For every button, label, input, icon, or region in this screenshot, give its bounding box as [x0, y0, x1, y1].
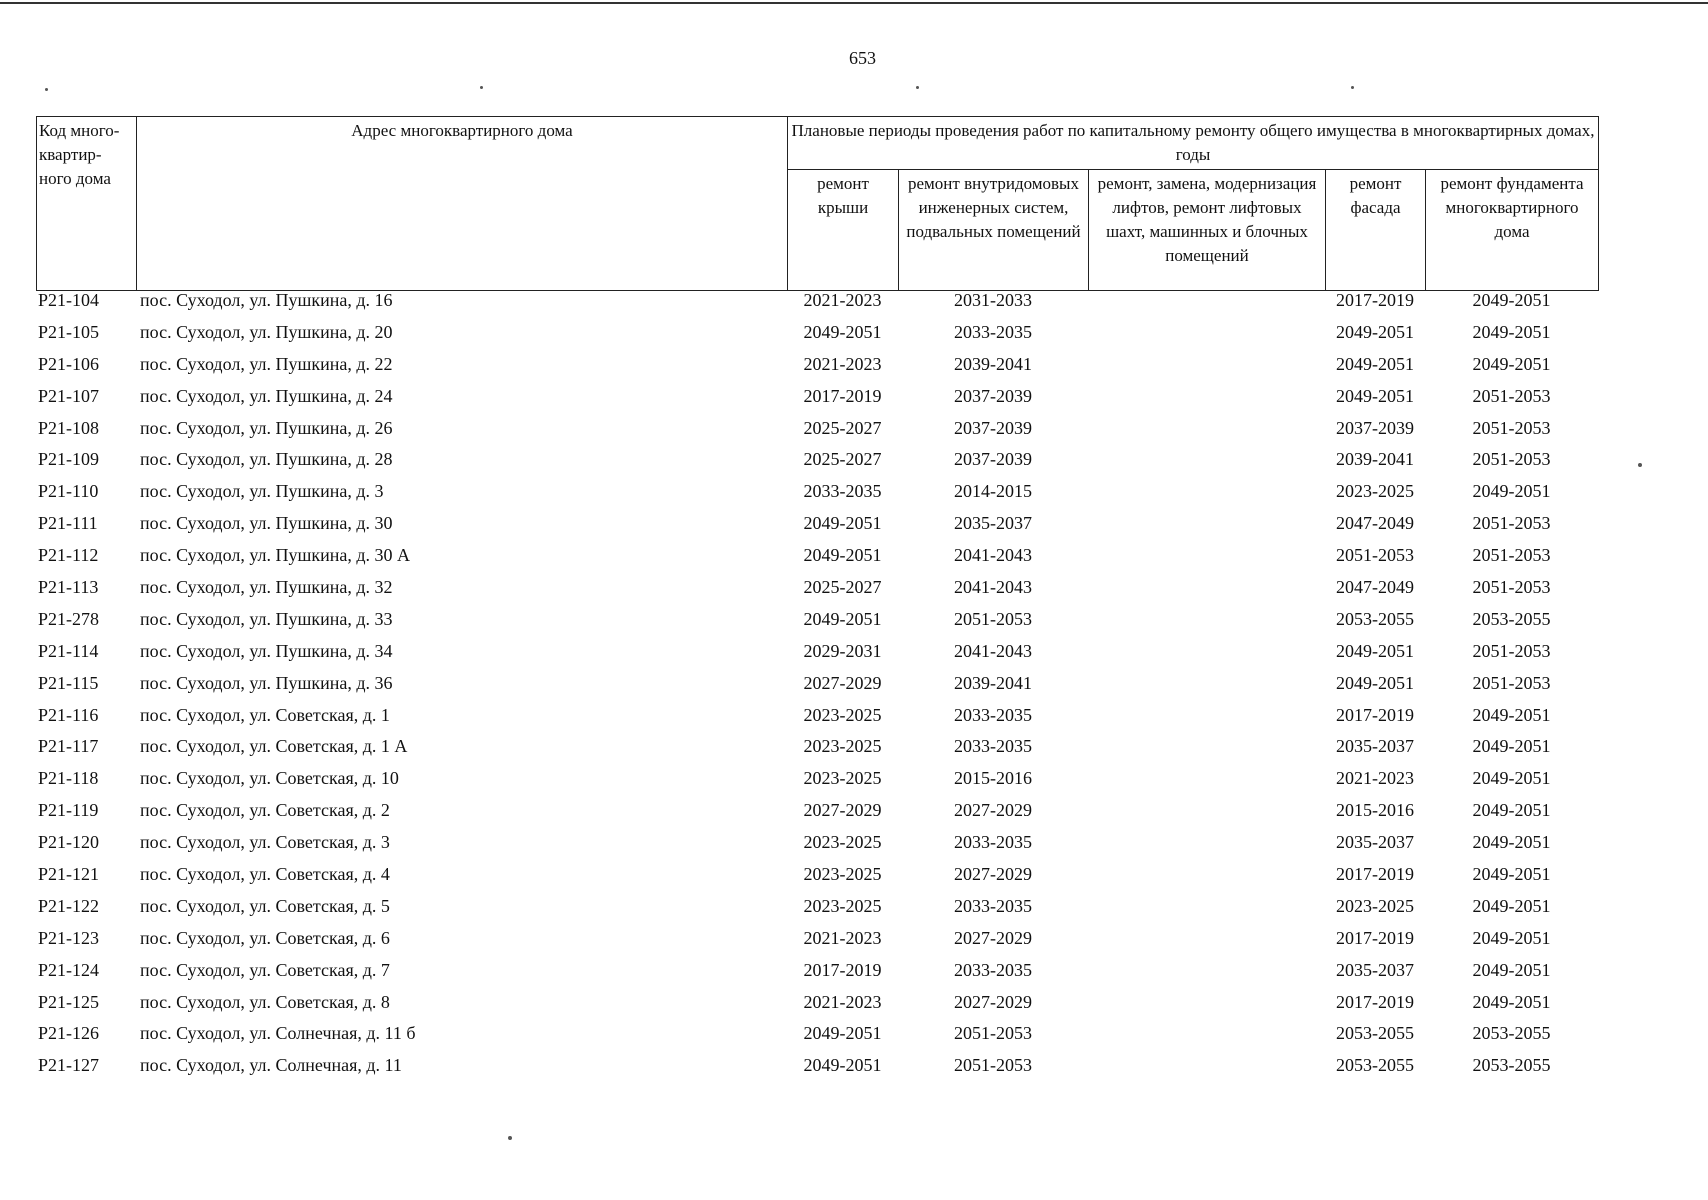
- cell-elevators: [1088, 1023, 1325, 1055]
- cell-elevators: [1088, 896, 1325, 928]
- top-rule: [0, 2, 1708, 4]
- cell-foundation: 2049-2051: [1472, 353, 1551, 374]
- table-row: [36, 896, 1598, 928]
- cell-address: пос. Суходол, ул. Пушкина, д. 32: [140, 577, 393, 598]
- cell-foundation: 2049-2051: [1472, 895, 1551, 916]
- cell-address: пос. Суходол, ул. Пушкина, д. 30: [140, 513, 393, 534]
- cell-foundation: 2053-2055: [1472, 608, 1551, 629]
- header-roof: ремонт крыши: [788, 170, 899, 291]
- cell-foundation: 2049-2051: [1472, 800, 1551, 821]
- cell-code: Р21-123: [38, 927, 100, 948]
- cell-facade: 2017-2019: [1336, 704, 1414, 725]
- cell-engineering: 2035-2037: [954, 513, 1032, 534]
- cell-elevators: [1088, 992, 1325, 1024]
- cell-address: пос. Суходол, ул. Пушкина, д. 34: [140, 640, 393, 661]
- header-code: Код много-квартир-ного дома: [37, 117, 137, 291]
- cell-address: пос. Суходол, ул. Пушкина, д. 3: [140, 481, 384, 502]
- cell-elevators: [1088, 449, 1325, 481]
- cell-address: пос. Суходол, ул. Советская, д. 6: [140, 927, 390, 948]
- cell-code: Р21-121: [38, 864, 100, 885]
- cell-address: пос. Суходол, ул. Советская, д. 8: [140, 991, 390, 1012]
- table-row: [36, 513, 1598, 545]
- cell-foundation: 2051-2053: [1472, 640, 1551, 661]
- cell-engineering: 2037-2039: [954, 417, 1032, 438]
- header-foundation: ремонт фундамента многоквартирного дома: [1426, 170, 1599, 291]
- cell-foundation: 2053-2055: [1472, 1023, 1551, 1044]
- cell-elevators: [1088, 322, 1325, 354]
- table-row: [36, 322, 1598, 354]
- cell-elevators: [1088, 354, 1325, 386]
- cell-engineering: 2027-2029: [954, 991, 1032, 1012]
- cell-code: Р21-104: [38, 290, 100, 310]
- cell-roof: 2033-2035: [803, 481, 882, 502]
- cell-address: пос. Суходол, ул. Пушкина, д. 33: [140, 608, 393, 629]
- scan-speck: [1638, 463, 1642, 467]
- cell-engineering: 2033-2035: [954, 704, 1032, 725]
- scan-speck: [480, 86, 483, 89]
- cell-elevators: [1088, 641, 1325, 673]
- cell-facade: 2051-2053: [1336, 545, 1414, 566]
- cell-code: Р21-278: [38, 608, 100, 629]
- cell-roof: 2025-2027: [803, 577, 882, 598]
- header-engineering: ремонт внутридомовых инженерных систем, подвальных помещений: [899, 170, 1089, 291]
- cell-engineering: 2051-2053: [954, 1055, 1032, 1076]
- cell-engineering: 2027-2029: [954, 927, 1032, 948]
- table-row: [36, 864, 1598, 896]
- cell-foundation: 2051-2053: [1472, 513, 1551, 534]
- cell-engineering: 2027-2029: [954, 800, 1032, 821]
- cell-engineering: 2037-2039: [954, 385, 1032, 406]
- cell-code: Р21-108: [38, 417, 100, 438]
- cell-address: пос. Суходол, ул. Советская, д. 2: [140, 800, 390, 821]
- cell-elevators: [1088, 673, 1325, 705]
- cell-foundation: 2049-2051: [1472, 481, 1551, 502]
- cell-elevators: [1088, 960, 1325, 992]
- cell-engineering: 2027-2029: [954, 864, 1032, 885]
- cell-elevators: [1088, 800, 1325, 832]
- cell-elevators: [1088, 832, 1325, 864]
- cell-code: Р21-122: [38, 895, 100, 916]
- cell-roof: 2023-2025: [803, 736, 882, 757]
- cell-code: Р21-107: [38, 385, 100, 406]
- cell-roof: 2049-2051: [803, 545, 882, 566]
- cell-address: пос. Суходол, ул. Советская, д. 1 А: [140, 736, 408, 757]
- cell-code: Р21-119: [38, 800, 99, 821]
- cell-code: Р21-120: [38, 832, 100, 853]
- cell-facade: 2049-2051: [1336, 640, 1414, 661]
- cell-code: Р21-105: [38, 321, 100, 342]
- cell-facade: 2035-2037: [1336, 959, 1414, 980]
- cell-roof: 2049-2051: [803, 321, 882, 342]
- cell-roof: 2027-2029: [803, 672, 882, 693]
- cell-facade: 2049-2051: [1336, 321, 1414, 342]
- cell-facade: 2053-2055: [1336, 1055, 1414, 1076]
- table-row: [36, 673, 1598, 705]
- cell-engineering: 2031-2033: [954, 290, 1032, 310]
- cell-code: Р21-126: [38, 1023, 100, 1044]
- page-number: 653: [849, 48, 876, 68]
- cell-facade: 2023-2025: [1336, 481, 1414, 502]
- cell-facade: 2023-2025: [1336, 895, 1414, 916]
- cell-foundation: 2049-2051: [1472, 959, 1551, 980]
- table-row: [36, 1023, 1598, 1055]
- cell-code: Р21-127: [38, 1055, 100, 1076]
- cell-address: пос. Суходол, ул. Пушкина, д. 24: [140, 385, 393, 406]
- cell-foundation: 2049-2051: [1472, 704, 1551, 725]
- scan-speck: [508, 1136, 512, 1140]
- cell-facade: 2035-2037: [1336, 736, 1414, 757]
- header-periods-group: Плановые периоды проведения работ по капитальному ремонту общего имущества в многоквартирных домах, годы: [788, 117, 1599, 170]
- cell-engineering: 2033-2035: [954, 321, 1032, 342]
- cell-roof: 2029-2031: [803, 640, 882, 661]
- cell-address: пос. Суходол, ул. Пушкина, д. 28: [140, 449, 393, 470]
- cell-facade: 2047-2049: [1336, 513, 1414, 534]
- cell-engineering: 2051-2053: [954, 1023, 1032, 1044]
- cell-address: пос. Суходол, ул. Солнечная, д. 11 б: [140, 1023, 416, 1044]
- cell-address: пос. Суходол, ул. Советская, д. 5: [140, 895, 390, 916]
- cell-roof: 2049-2051: [803, 1055, 882, 1076]
- cell-roof: 2023-2025: [803, 895, 882, 916]
- table-row: [36, 545, 1598, 577]
- cell-address: пос. Суходол, ул. Пушкина, д. 30 А: [140, 545, 411, 566]
- cell-elevators: [1088, 290, 1325, 322]
- cell-address: пос. Суходол, ул. Пушкина, д. 20: [140, 321, 393, 342]
- cell-elevators: [1088, 481, 1325, 513]
- cell-foundation: 2049-2051: [1472, 832, 1551, 853]
- cell-facade: 2049-2051: [1336, 672, 1414, 693]
- cell-elevators: [1088, 545, 1325, 577]
- cell-elevators: [1088, 418, 1325, 450]
- cell-elevators: [1088, 705, 1325, 737]
- cell-code: Р21-117: [38, 736, 99, 757]
- cell-code: Р21-109: [38, 449, 100, 470]
- cell-roof: 2027-2029: [803, 800, 882, 821]
- cell-roof: 2017-2019: [803, 385, 882, 406]
- cell-address: пос. Суходол, ул. Пушкина, д. 22: [140, 353, 393, 374]
- cell-code: Р21-114: [38, 640, 99, 661]
- table-row: [36, 641, 1598, 673]
- cell-roof: 2023-2025: [803, 704, 882, 725]
- cell-code: Р21-124: [38, 959, 100, 980]
- cell-elevators: [1088, 1055, 1325, 1087]
- cell-address: пос. Суходол, ул. Пушкина, д. 36: [140, 672, 393, 693]
- scan-speck: [916, 86, 919, 89]
- cell-code: Р21-111: [38, 513, 98, 534]
- cell-facade: 2015-2016: [1336, 800, 1414, 821]
- cell-roof: 2023-2025: [803, 768, 882, 789]
- cell-code: Р21-115: [38, 672, 99, 693]
- cell-foundation: 2049-2051: [1472, 927, 1551, 948]
- cell-foundation: 2051-2053: [1472, 417, 1551, 438]
- table-row: [36, 290, 1598, 322]
- cell-code: Р21-118: [38, 768, 99, 789]
- cell-address: пос. Суходол, ул. Пушкина, д. 16: [140, 290, 393, 310]
- cell-facade: 2017-2019: [1336, 991, 1414, 1012]
- cell-foundation: 2049-2051: [1472, 736, 1551, 757]
- table-row: [36, 960, 1598, 992]
- table-row: [36, 705, 1598, 737]
- table-row: [36, 354, 1598, 386]
- cell-foundation: 2049-2051: [1472, 768, 1551, 789]
- cell-foundation: 2049-2051: [1472, 321, 1551, 342]
- cell-facade: 2035-2037: [1336, 832, 1414, 853]
- cell-code: Р21-113: [38, 577, 99, 598]
- cell-elevators: [1088, 577, 1325, 609]
- cell-facade: 2017-2019: [1336, 290, 1414, 310]
- cell-foundation: 2049-2051: [1472, 991, 1551, 1012]
- table-row: [36, 768, 1598, 800]
- cell-facade: 2017-2019: [1336, 927, 1414, 948]
- cell-address: пос. Суходол, ул. Пушкина, д. 26: [140, 417, 393, 438]
- cell-engineering: 2039-2041: [954, 353, 1032, 374]
- cell-roof: 2021-2023: [803, 927, 882, 948]
- cell-facade: 2039-2041: [1336, 449, 1414, 470]
- cell-roof: 2049-2051: [803, 513, 882, 534]
- cell-elevators: [1088, 736, 1325, 768]
- cell-roof: 2049-2051: [803, 608, 882, 629]
- cell-address: пос. Суходол, ул. Советская, д. 10: [140, 768, 399, 789]
- cell-code: Р21-116: [38, 704, 99, 725]
- cell-engineering: 2041-2043: [954, 577, 1032, 598]
- cell-roof: 2025-2027: [803, 449, 882, 470]
- cell-engineering: 2033-2035: [954, 832, 1032, 853]
- cell-code: Р21-110: [38, 481, 99, 502]
- scan-speck: [1351, 86, 1354, 89]
- cell-elevators: [1088, 386, 1325, 418]
- cell-roof: 2021-2023: [803, 290, 882, 310]
- cell-facade: 2053-2055: [1336, 1023, 1414, 1044]
- cell-elevators: [1088, 609, 1325, 641]
- cell-foundation: 2049-2051: [1472, 290, 1551, 310]
- table-row: [36, 1055, 1598, 1087]
- table-row: [36, 736, 1598, 768]
- cell-address: пос. Суходол, ул. Советская, д. 7: [140, 959, 390, 980]
- cell-engineering: 2051-2053: [954, 608, 1032, 629]
- cell-engineering: 2033-2035: [954, 895, 1032, 916]
- cell-code: Р21-125: [38, 991, 100, 1012]
- cell-roof: 2025-2027: [803, 417, 882, 438]
- table-header: [36, 116, 1599, 291]
- cell-roof: 2023-2025: [803, 832, 882, 853]
- cell-elevators: [1088, 864, 1325, 896]
- cell-elevators: [1088, 928, 1325, 960]
- data-table: [36, 290, 1598, 1087]
- table-row: [36, 832, 1598, 864]
- cell-facade: 2037-2039: [1336, 417, 1414, 438]
- cell-foundation: 2051-2053: [1472, 449, 1551, 470]
- header-address: Адрес многоквартирного дома: [137, 117, 788, 291]
- cell-engineering: 2039-2041: [954, 672, 1032, 693]
- cell-engineering: 2014-2015: [954, 481, 1032, 502]
- cell-address: пос. Суходол, ул. Советская, д. 4: [140, 864, 390, 885]
- cell-facade: 2047-2049: [1336, 577, 1414, 598]
- cell-roof: 2021-2023: [803, 353, 882, 374]
- cell-roof: 2023-2025: [803, 864, 882, 885]
- cell-foundation: 2049-2051: [1472, 864, 1551, 885]
- cell-facade: 2049-2051: [1336, 353, 1414, 374]
- header-facade: ремонт фасада: [1326, 170, 1426, 291]
- table-row: [36, 386, 1598, 418]
- header-elevators: ремонт, замена, модернизация лифтов, ремонт лифтовых шахт, машинных и блочных помещений: [1089, 170, 1326, 291]
- cell-address: пос. Суходол, ул. Советская, д. 3: [140, 832, 390, 853]
- cell-roof: 2017-2019: [803, 959, 882, 980]
- cell-engineering: 2033-2035: [954, 736, 1032, 757]
- table-row: [36, 481, 1598, 513]
- table-row: [36, 800, 1598, 832]
- cell-foundation: 2051-2053: [1472, 577, 1551, 598]
- cell-facade: 2021-2023: [1336, 768, 1414, 789]
- cell-engineering: 2041-2043: [954, 640, 1032, 661]
- table-row: [36, 928, 1598, 960]
- cell-facade: 2017-2019: [1336, 864, 1414, 885]
- cell-engineering: 2015-2016: [954, 768, 1032, 789]
- cell-roof: 2021-2023: [803, 991, 882, 1012]
- cell-foundation: 2051-2053: [1472, 545, 1551, 566]
- cell-code: Р21-106: [38, 353, 100, 374]
- table-body: [36, 290, 1598, 1087]
- cell-foundation: 2053-2055: [1472, 1055, 1551, 1076]
- cell-facade: 2049-2051: [1336, 385, 1414, 406]
- cell-facade: 2053-2055: [1336, 608, 1414, 629]
- table-row: [36, 449, 1598, 481]
- cell-address: пос. Суходол, ул. Солнечная, д. 11: [140, 1055, 402, 1076]
- table-row: [36, 577, 1598, 609]
- cell-elevators: [1088, 768, 1325, 800]
- scan-speck: [45, 88, 48, 91]
- cell-code: Р21-112: [38, 545, 99, 566]
- cell-foundation: 2051-2053: [1472, 672, 1551, 693]
- cell-engineering: 2041-2043: [954, 545, 1032, 566]
- table-row: [36, 418, 1598, 450]
- cell-elevators: [1088, 513, 1325, 545]
- cell-address: пос. Суходол, ул. Советская, д. 1: [140, 704, 390, 725]
- cell-roof: 2049-2051: [803, 1023, 882, 1044]
- cell-engineering: 2037-2039: [954, 449, 1032, 470]
- table-row: [36, 609, 1598, 641]
- cell-foundation: 2051-2053: [1472, 385, 1551, 406]
- cell-engineering: 2033-2035: [954, 959, 1032, 980]
- table-row: [36, 992, 1598, 1024]
